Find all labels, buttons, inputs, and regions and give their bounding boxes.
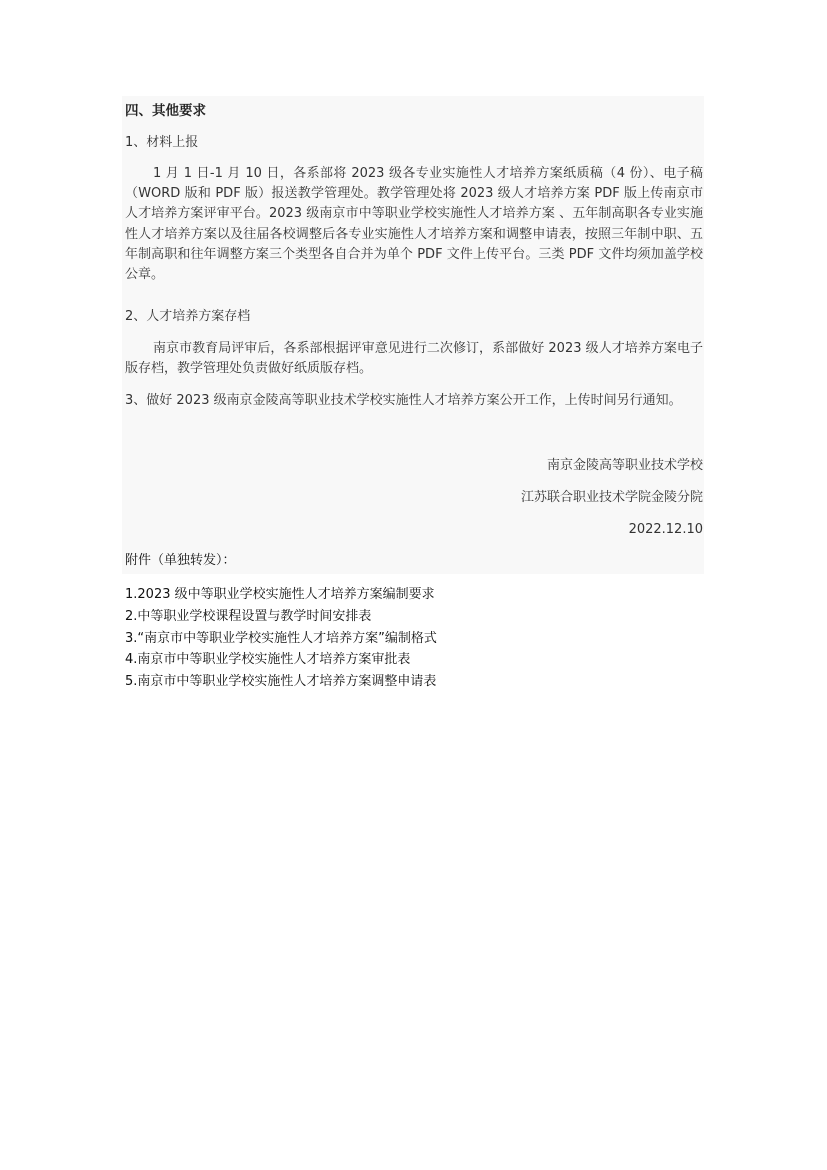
attachment-item: 3.“南京市中等职业学校实施性人才培养方案”编制格式 bbox=[125, 630, 437, 646]
attachment-item: 1.2023 级中等职业学校实施性人才培养方案编制要求 bbox=[125, 587, 435, 602]
attachments-label: 附件（单独转发）： bbox=[125, 553, 236, 568]
attachment-item: 2.中等职业学校课程设置与教学时间安排表 bbox=[125, 608, 372, 624]
item-1-body: 1 月 1 日-1 月 10 日，各系部将 2023 级各专业实施性人才培养方案纸质稿（4 份）、电子稿（WORD 版和 PDF 版）报送教学管理处。教学管理处将 2023 级人才培养方案 PDF 版上传南京市人才培养方案评审平台。2023 级南京市中等职业学校实施性人才培养方案 、五年制高职各专业实施性人才培养方案以及往届各校调整后各专业实施性人才培养方案和调整申请表，按照三年制中职、五年制高职和往年调整方案三个类型各自合并为单个 PDF 文件上传平台。三类 PDF 文件均须加盖学校公章。 bbox=[125, 166, 703, 283]
item-1-title: 1、材料上报 bbox=[125, 135, 199, 150]
item-2-body: 南京市教育局评审后，各系部根据评审意见进行二次修订，系部做好 2023 级人才培养方案电子版存档，教学管理处负责做好纸质版存档。 bbox=[125, 341, 703, 377]
attachment-item: 4.南京市中等职业学校实施性人才培养方案审批表 bbox=[125, 652, 411, 668]
signature-school: 南京金陵高等职业技术学校 bbox=[546, 458, 703, 473]
section-heading: 四、其他要求 bbox=[125, 103, 206, 119]
item-3-text: 3、做好 2023 级南京金陵高等职业技术学校实施性人才培养方案公开工作，上传时间另行通知。 bbox=[125, 393, 682, 408]
signature-date: 2022.12.10 bbox=[628, 522, 703, 537]
item-2-title: 2、人才培养方案存档 bbox=[125, 309, 251, 324]
signature-branch: 江苏联合职业技术学院金陵分院 bbox=[520, 490, 703, 505]
attachments-list bbox=[125, 584, 437, 693]
attachment-item: 5.南京市中等职业学校实施性人才培养方案调整申请表 bbox=[125, 674, 437, 690]
